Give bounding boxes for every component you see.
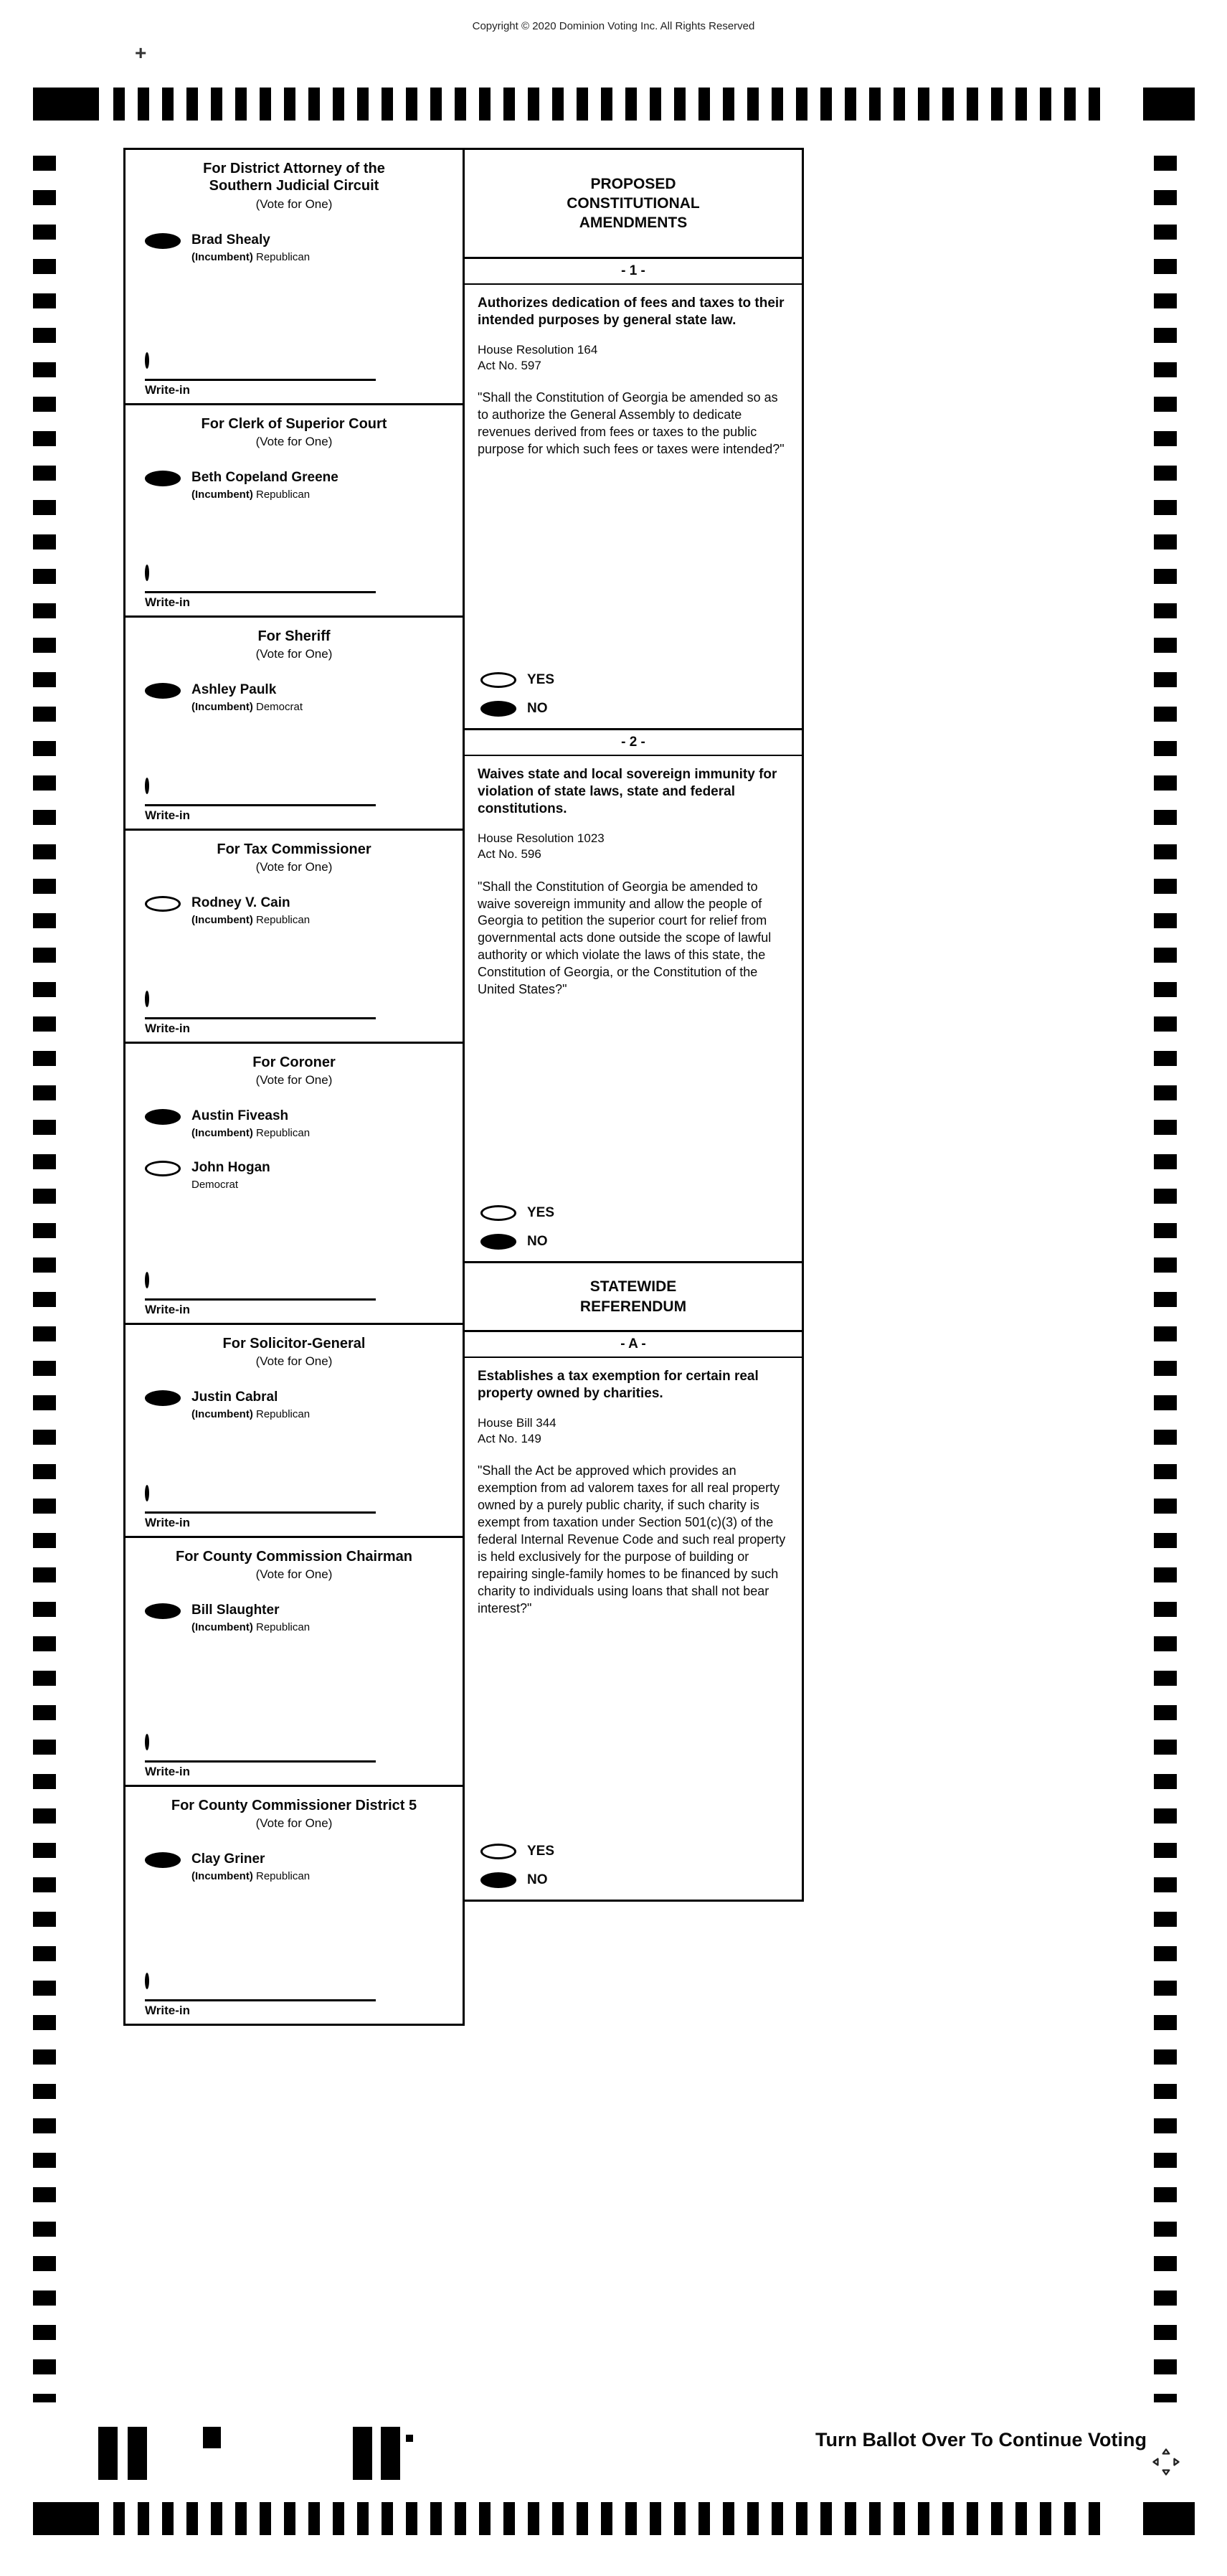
choice-row-no [480, 1234, 802, 1250]
contest-title: For County Commissioner District 5 [171, 1798, 417, 1813]
write-in-line[interactable] [145, 379, 376, 381]
contest-title: For Solicitor-General [222, 1336, 366, 1351]
turn-ballot-over-label: Turn Ballot Over To Continue Voting [815, 2429, 1147, 2450]
candidate-name: Ashley Paulk [191, 682, 277, 698]
write-in-area [125, 1975, 463, 2024]
write-in-label: Write-in [145, 1303, 190, 1316]
registration-plus-mark: + [135, 42, 147, 64]
measure-summary: Authorizes dedication of fees and taxes to their intended purposes by general state law. [478, 296, 785, 329]
choice-row-no [480, 1872, 802, 1888]
no-label: NO [527, 1872, 548, 1887]
contest-county-commission-chairman [125, 1538, 463, 1787]
write-in-oval[interactable] [145, 991, 149, 1007]
yes-label: YES [527, 1844, 555, 1859]
write-in-oval[interactable] [145, 1734, 149, 1750]
no-oval[interactable] [480, 1234, 516, 1250]
ballot-id-mark [353, 2427, 372, 2480]
candidate-row [125, 1390, 463, 1420]
candidate-party: (Incumbent) Democrat [191, 701, 303, 714]
write-in-label: Write-in [145, 1022, 190, 1035]
vote-oval[interactable] [145, 471, 181, 486]
ballot-id-mark [128, 2427, 147, 2480]
amendment-1 [465, 259, 802, 730]
measure-number: - 1 - [465, 259, 802, 285]
candidate-row [125, 1852, 463, 1882]
measure-summary: Establishes a tax exemption for certain real property owned by charities. [478, 1369, 759, 1402]
contest-instruction: (Vote for One) [255, 1567, 333, 1582]
vote-oval[interactable] [145, 233, 181, 249]
candidate-party: (Incumbent) Republican [191, 250, 311, 263]
candidate-party: (Incumbent) Republican [191, 914, 311, 927]
write-in-line[interactable] [145, 1298, 376, 1301]
measure-question: "Shall the Constitution of Georgia be amended so as to authorize the General Assembly to dedicate revenues derived from fees or taxes to the public purpose for which such fees or taxes were intended?" [478, 390, 785, 457]
candidate-row [125, 1109, 463, 1139]
measure-citation: House Resolution 164 [478, 343, 598, 357]
copyright-notice: Copyright © 2020 Dominion Voting Inc. All Rights Reserved [472, 20, 755, 32]
measure-summary: Waives state and local sovereign immunity for violation of state laws, state and federal constitutions. [478, 767, 777, 817]
candidate-row [125, 896, 463, 926]
write-in-oval[interactable] [145, 778, 149, 794]
yes-oval[interactable] [480, 1844, 516, 1859]
contest-instruction: (Vote for One) [255, 1816, 333, 1831]
candidate-name: Justin Cabral [191, 1390, 278, 1405]
contest-coroner [125, 1044, 463, 1325]
measure-number: - A - [465, 1332, 802, 1358]
timing-marks-left [33, 156, 56, 2402]
ballot-id-mark [203, 2427, 221, 2448]
contest-title: For Coroner [252, 1055, 336, 1070]
ballot-id-mark [406, 2435, 413, 2442]
referendum-a [465, 1332, 802, 1900]
yes-oval[interactable] [480, 1205, 516, 1221]
choice-row-yes [480, 1205, 802, 1221]
contest-title: For County Commission Chairman [175, 1549, 413, 1565]
yes-oval[interactable] [480, 672, 516, 688]
compass-arrows-icon [1152, 2448, 1180, 2476]
contest-title: For Tax Commissioner [217, 841, 371, 857]
write-in-area [125, 1274, 463, 1323]
write-in-label: Write-in [145, 1516, 190, 1529]
measure-question: "Shall the Act be approved which provides an exemption from ad valorem taxes for all real property owned by a purely public charity, if such charity is exempt from taxation under Section 501(c)(3) of the federal Internal Revenue Code and such real property is held exclusively for the purpose of building or repairing single-family homes to be financed by such charity to individuals using loans that shall not bear interest?" [478, 1463, 786, 1615]
choice-row-yes [480, 672, 802, 688]
measure-citation: Act No. 149 [478, 1432, 541, 1446]
vote-oval[interactable] [145, 1161, 181, 1176]
write-in-line[interactable] [145, 1511, 376, 1514]
no-oval[interactable] [480, 701, 516, 717]
candidate-row [125, 1603, 463, 1633]
no-label: NO [527, 1234, 548, 1249]
candidate-party: (Incumbent) Republican [191, 1408, 311, 1421]
measure-citation: Act No. 597 [478, 359, 541, 373]
write-in-label: Write-in [145, 595, 190, 609]
candidate-party: (Incumbent) Republican [191, 1127, 311, 1140]
contest-county-commissioner-district-5 [125, 1787, 463, 2024]
write-in-area [125, 1487, 463, 1536]
write-in-oval[interactable] [145, 352, 149, 369]
contest-instruction: (Vote for One) [255, 1354, 333, 1369]
write-in-oval[interactable] [145, 1973, 149, 1989]
timing-mark-end [1143, 2502, 1195, 2535]
candidate-name: Brad Shealy [191, 232, 270, 247]
write-in-line[interactable] [145, 804, 376, 806]
measures-column [463, 148, 804, 1902]
vote-oval[interactable] [145, 683, 181, 699]
candidate-row [125, 233, 463, 263]
vote-oval[interactable] [145, 1852, 181, 1868]
candidate-party: (Incumbent) Republican [191, 489, 311, 501]
write-in-line[interactable] [145, 1999, 376, 2001]
amendment-2 [465, 730, 802, 1263]
referendum-header: STATEWIDE REFERENDUM [465, 1263, 802, 1332]
measure-citation: Act No. 596 [478, 847, 541, 862]
timing-mark-end [1143, 88, 1195, 121]
contest-title: For Clerk of Superior Court [201, 416, 387, 432]
candidate-row [125, 1161, 463, 1191]
vote-oval[interactable] [145, 1109, 181, 1125]
choice-row-yes [480, 1844, 802, 1859]
contest-solicitor-general [125, 1325, 463, 1538]
write-in-area [125, 567, 463, 615]
write-in-area [125, 354, 463, 403]
candidate-name: Clay Griner [191, 1851, 265, 1867]
candidate-name: Rodney V. Cain [191, 895, 290, 911]
contest-title: For Sheriff [257, 628, 331, 644]
no-label: NO [527, 701, 548, 716]
measure-number: - 2 - [465, 730, 802, 756]
write-in-area [125, 780, 463, 829]
contest-title: For District Attorney of the Southern Judicial Circuit [203, 161, 385, 194]
write-in-line[interactable] [145, 1017, 376, 1019]
timing-marks-top [33, 88, 1195, 121]
write-in-oval[interactable] [145, 1272, 149, 1288]
no-oval[interactable] [480, 1872, 516, 1888]
timing-mark-row [113, 88, 1107, 121]
candidate-party: Democrat [191, 1179, 239, 1192]
write-in-oval[interactable] [145, 1485, 149, 1501]
contest-tax-commissioner [125, 831, 463, 1044]
timing-mark-row [113, 2502, 1107, 2535]
vote-oval[interactable] [145, 1390, 181, 1406]
candidate-name: Austin Fiveash [191, 1108, 289, 1124]
measure-citation: House Resolution 1023 [478, 831, 605, 846]
write-in-label: Write-in [145, 2004, 190, 2017]
candidate-party: (Incumbent) Republican [191, 1621, 311, 1634]
candidate-row [125, 471, 463, 501]
timing-marks-bottom [33, 2502, 1195, 2535]
contest-instruction: (Vote for One) [255, 1073, 333, 1088]
yes-label: YES [527, 1205, 555, 1220]
contest-column [123, 148, 465, 2026]
write-in-line[interactable] [145, 591, 376, 593]
vote-oval[interactable] [145, 896, 181, 912]
contest-sheriff [125, 618, 463, 831]
ballot-id-mark [98, 2427, 118, 2480]
contest-district-attorney [125, 150, 463, 405]
vote-oval[interactable] [145, 1603, 181, 1619]
contest-clerk-superior-court [125, 405, 463, 618]
candidate-name: Bill Slaughter [191, 1603, 280, 1618]
candidate-party: (Incumbent) Republican [191, 1870, 311, 1883]
yes-label: YES [527, 672, 555, 687]
write-in-label: Write-in [145, 1765, 190, 1778]
write-in-label: Write-in [145, 808, 190, 822]
ballot-id-mark [381, 2427, 400, 2480]
amendments-header: PROPOSED CONSTITUTIONAL AMENDMENTS [465, 150, 802, 259]
write-in-area [125, 1736, 463, 1785]
timing-mark-end [33, 2502, 99, 2535]
contest-instruction: (Vote for One) [255, 197, 333, 211]
write-in-oval[interactable] [145, 565, 149, 581]
ballot-page [123, 148, 804, 2026]
timing-marks-right [1154, 156, 1177, 2402]
candidate-name: John Hogan [191, 1160, 270, 1176]
measure-citation: House Bill 344 [478, 1416, 556, 1430]
contest-instruction: (Vote for One) [255, 435, 333, 449]
write-in-line[interactable] [145, 1760, 376, 1763]
timing-mark-end [33, 88, 99, 121]
choice-row-no [480, 701, 802, 717]
measure-question: "Shall the Constitution of Georgia be amended to waive sovereign immunity and allow the people of Georgia to petition the superior court for relief from governmental acts done outside the scope of lawful authority or which violate the laws of this state, the Constitution of Georgia, or the Constitution of the United States?" [478, 879, 772, 997]
contest-instruction: (Vote for One) [255, 860, 333, 874]
write-in-area [125, 993, 463, 1042]
candidate-name: Beth Copeland Greene [191, 470, 338, 486]
write-in-label: Write-in [145, 383, 190, 397]
candidate-row [125, 683, 463, 713]
contest-instruction: (Vote for One) [255, 647, 333, 661]
